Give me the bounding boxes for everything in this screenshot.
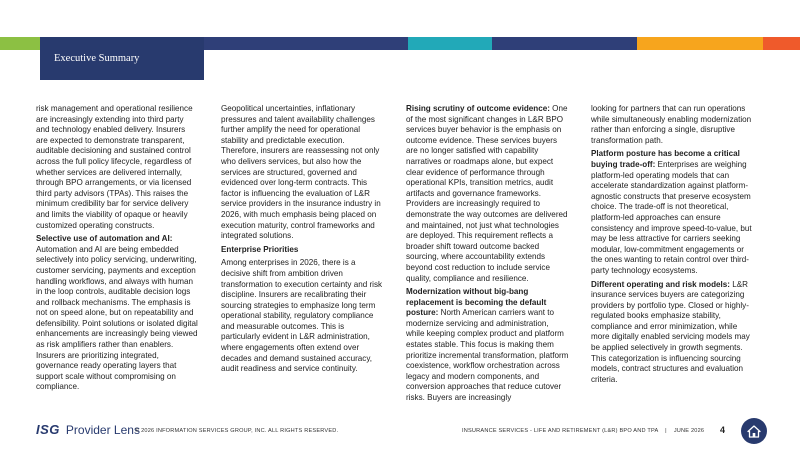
paragraph-heading: Platform posture has become a critical buying trade-off: <box>591 149 740 169</box>
column-4 <box>591 104 754 388</box>
home-icon <box>747 425 761 438</box>
paragraph: risk management and operational resilience are increasingly extending into third party and technology enabled delivery. Insurers are expected to demonstrate transparent, auditable decisioning and sustained control across the full policy lifecycle, regardless of whether services are delivered internally, through BPO arrangements, or via licensed third party advisors (TPAs). This raises the minimum credibility bar for service delivery and limits the viability of opaque or heavily customized operating constructs. <box>36 104 193 230</box>
paragraph-heading: Modernization without big-bang replacement is becoming the default posture: <box>406 287 547 318</box>
isg-logo-mark: ISG <box>36 422 60 437</box>
paragraph-heading: Selective use of automation and AI: <box>36 234 173 244</box>
paragraph: Enterprise Priorities Among enterprises in 2026, there is a decisive shift from ambition driven transformation to execution certainty and risk discipline. Insurers are recalibrating their sourcing strategies to emphasize long term operational stability, regulatory compliance and measurable outcomes. This is particularly evident in L&R administration, where engagements often extend over decades and demand sustained accuracy, audit readiness and service continuity. <box>221 244 383 374</box>
paragraph: Selective use of automation and AI: Automation and AI are being embedded selectively into policy servicing, underwriting, customer servicing, payments and exception handling workflows, and always with human in the loop controls, auditable decision logs and rollback mechanisms. The emphasis is not on speed alone, but on repeatability and defensibility. Point solutions or isolated digital enhancements are increasingly being viewed as risk amplifiers rather than enablers. Insurers are prioritizing integrated, governance ready operating layers that support scale without compromising on compliance. <box>36 234 198 392</box>
section-title: Executive Summary <box>54 53 140 64</box>
color-bar-segment-orange <box>637 37 763 50</box>
column-3 <box>406 104 569 407</box>
color-bar-segment-teal <box>408 37 492 50</box>
report-title: INSURANCE SERVICES - LIFE AND RETIREMENT (L&R) BPO AND TPA | JUNE 2026 <box>462 428 705 434</box>
content-columns <box>36 104 776 404</box>
paragraph: Geopolitical uncertainties, inflationary pressures and talent availability challenges further amplify the need for operational stability and predictable execution. Therefore, insurers are reassessing not only who delivers services, but also how the services are structured, governed and evidenced over long-term contracts. This factor is influencing the evaluation of L&R service providers in the insurance industry in 2026, with much emphasis being placed on execution maturity, control frameworks and integrated solutions. <box>221 104 381 241</box>
paragraph: looking for partners that can run operations while simultaneously enabling modernization rather than enforcing a single, disruptive transformation path. <box>591 104 752 145</box>
color-bar-segment-red <box>763 37 800 50</box>
provider-lens-wordmark: Provider Lens <box>65 422 140 437</box>
copyright-notice: © 2026 INFORMATION SERVICES GROUP, INC. ALL RIGHTS RESERVED. <box>135 428 339 434</box>
column-1 <box>36 104 199 396</box>
paragraph: Rising scrutiny of outcome evidence: One of the most significant changes in L&R BPO services buyer behavior is the emphasis on outcome evidence. These services buyers are no longer satisfied with capability narratives or roadmaps alone, but expect clear evidence of performance through operational KPIs, transition metrics, audit artifacts and governance frameworks. Providers are increasingly required to demonstrate the way outcomes are delivered and maintained, not just what technologies are deployed. This requirement reflects a broader shift toward outcome backed sourcing, where accountability extends beyond cost reduction to include service quality, compliance and resilience. <box>406 104 568 283</box>
paragraph: Different operating and risk models: L&R insurance services buyers are categorizing providers by portfolio type. Closed or highly-regulated books emphasize stability, compliance and error minimization, while more digitally enabled servicing models may be applied selectively in growth segments. This categorization is influencing sourcing models, contract structures and evaluation criteria. <box>591 279 750 384</box>
paragraph-heading: Enterprise Priorities <box>221 244 299 254</box>
page-footer <box>0 418 800 446</box>
paragraph: Modernization without big-bang replacement is becoming the default posture: North American carriers want to modernize servicing and administration, while keeping complex product and platform estates stable. This focus is making them prioritize incremental transformation, platform coexistence, workflow orchestration across legacy and modern components, and conversion approaches that reduce cutover risks. Buyers are increasingly <box>406 287 569 403</box>
paragraph: Platform posture has become a critical buying trade-off: Enterprises are weighing platform-led operating models that can accelerate standardization against platform-agnostic constructs that preserve ecosystem choice. The trade-off is not theoretical, platform-led approaches can ensure consistency and improve speed-to-value, but may be less attractive for carriers seeking modular, low-commitment engagements or the ones wanting to retain control over third-party technology ecosystems. <box>591 149 752 275</box>
paragraph-heading: Different operating and risk models: <box>591 279 730 289</box>
column-2 <box>221 104 384 378</box>
section-title-tab <box>40 37 204 80</box>
color-bar-segment-navy-2 <box>492 37 637 50</box>
paragraph-heading: Rising scrutiny of outcome evidence: <box>406 104 550 113</box>
page-number: 4 <box>720 425 726 435</box>
home-button[interactable] <box>741 418 767 444</box>
isg-provider-lens-logo <box>36 422 140 437</box>
